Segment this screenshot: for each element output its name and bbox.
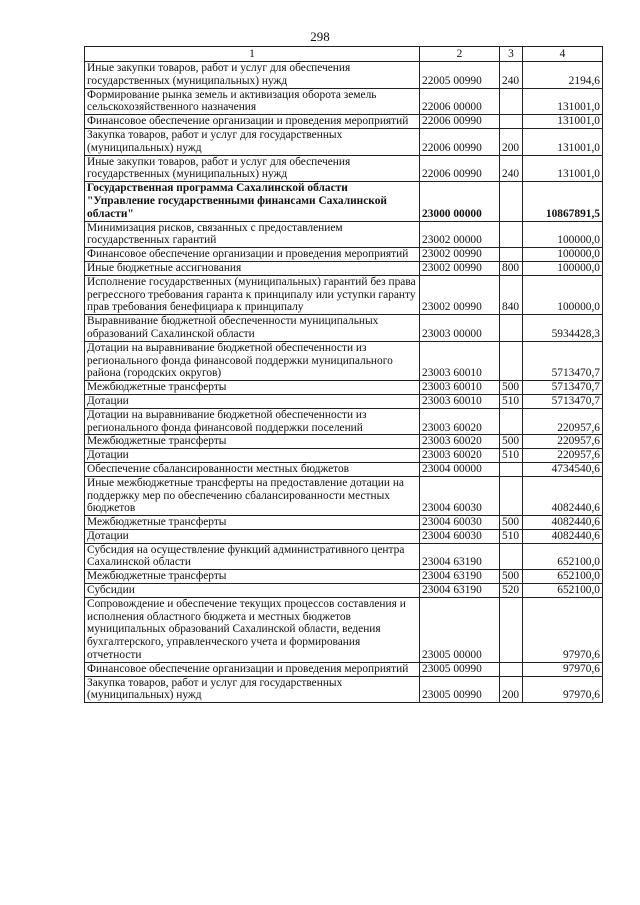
row-name-cell: Иные закупки товаров, работ и услуг для обеспечения государственных (муниципальных) нужд	[85, 62, 420, 89]
row-sum-cell: 100000,0	[523, 261, 603, 275]
row-code-cell: 22006 00990	[420, 128, 500, 155]
row-sum-cell: 131001,0	[523, 115, 603, 129]
row-type-cell	[500, 597, 523, 662]
column-header-code: 2	[420, 47, 500, 62]
row-type-cell: 510	[500, 394, 523, 408]
table-row	[85, 570, 603, 584]
row-code-cell: 23003 60010	[420, 381, 500, 395]
row-code-cell: 23003 60020	[420, 435, 500, 449]
row-sum-cell: 97970,6	[523, 662, 603, 676]
row-sum-cell: 97970,6	[523, 597, 603, 662]
row-code-cell: 23004 60030	[420, 529, 500, 543]
row-code-cell: 23003 60010	[420, 341, 500, 380]
row-name-cell: Межбюджетные трансферты	[85, 381, 420, 395]
row-type-cell: 500	[500, 435, 523, 449]
row-code-cell: 23000 00000	[420, 182, 500, 221]
row-sum-cell: 5713470,7	[523, 381, 603, 395]
table-row	[85, 221, 603, 248]
table-row	[85, 597, 603, 662]
row-name-cell: Иные закупки товаров, работ и услуг для обеспечения государственных (муниципальных) нужд	[85, 155, 420, 182]
table-row	[85, 476, 603, 515]
row-type-cell: 500	[500, 516, 523, 530]
table-row	[85, 182, 603, 221]
row-code-cell: 23004 00000	[420, 462, 500, 476]
row-type-cell	[500, 182, 523, 221]
row-type-cell: 200	[500, 128, 523, 155]
row-code-cell: 23002 00990	[420, 261, 500, 275]
row-sum-cell: 220957,6	[523, 408, 603, 435]
row-name-cell: Субсидия на осуществление функций административного центра Сахалинской области	[85, 543, 420, 570]
table-row	[85, 248, 603, 262]
row-sum-cell: 131001,0	[523, 128, 603, 155]
row-sum-cell: 131001,0	[523, 155, 603, 182]
table-row	[85, 435, 603, 449]
row-type-cell	[500, 476, 523, 515]
row-name-cell: Дотации	[85, 449, 420, 463]
row-code-cell: 23003 60010	[420, 394, 500, 408]
row-type-cell	[500, 662, 523, 676]
row-sum-cell: 4082440,6	[523, 516, 603, 530]
row-sum-cell: 652100,0	[523, 543, 603, 570]
row-name-cell: Обеспечение сбалансированности местных бюджетов	[85, 462, 420, 476]
row-code-cell: 22005 00990	[420, 62, 500, 89]
row-code-cell: 23004 63190	[420, 584, 500, 598]
table-row	[85, 261, 603, 275]
row-name-cell: Дотации на выравнивание бюджетной обеспеченности из регионального фонда финансовой поддержки муниципального района (городских округов)	[85, 341, 420, 380]
table-row	[85, 315, 603, 342]
row-sum-cell: 652100,0	[523, 570, 603, 584]
column-header-type: 3	[500, 47, 523, 62]
row-sum-cell: 100000,0	[523, 248, 603, 262]
row-type-cell	[500, 221, 523, 248]
row-name-cell: Межбюджетные трансферты	[85, 435, 420, 449]
row-type-cell: 500	[500, 570, 523, 584]
row-type-cell: 840	[500, 275, 523, 314]
row-type-cell	[500, 408, 523, 435]
table-row	[85, 115, 603, 129]
row-sum-cell: 220957,6	[523, 435, 603, 449]
table-row	[85, 394, 603, 408]
row-name-cell: Финансовое обеспечение организации и проведения мероприятий	[85, 115, 420, 129]
row-sum-cell: 100000,0	[523, 221, 603, 248]
row-code-cell: 22006 00990	[420, 155, 500, 182]
row-name-cell: Выравнивание бюджетной обеспеченности муниципальных образований Сахалинской области	[85, 315, 420, 342]
row-name-cell: Закупка товаров, работ и услуг для государственных (муниципальных) нужд	[85, 128, 420, 155]
budget-table	[84, 46, 603, 703]
row-sum-cell: 10867891,5	[523, 182, 603, 221]
row-code-cell: 23005 00990	[420, 662, 500, 676]
table-row	[85, 529, 603, 543]
row-name-cell: Финансовое обеспечение организации и проведения мероприятий	[85, 662, 420, 676]
row-type-cell	[500, 341, 523, 380]
table-row	[85, 341, 603, 380]
row-code-cell: 23003 00000	[420, 315, 500, 342]
row-type-cell	[500, 462, 523, 476]
table-row	[85, 516, 603, 530]
row-type-cell	[500, 543, 523, 570]
row-name-cell: Формирование рынка земель и активизация оборота земель сельскохозяйственного назначения	[85, 88, 420, 115]
row-type-cell: 510	[500, 449, 523, 463]
row-code-cell: 23002 00990	[420, 248, 500, 262]
table-row	[85, 88, 603, 115]
table-row	[85, 275, 603, 314]
row-name-cell: Иные межбюджетные трансферты на предоставление дотации на поддержку мер по обеспечению сбалансированности местных бюджетов	[85, 476, 420, 515]
row-code-cell: 22006 00000	[420, 88, 500, 115]
row-type-cell	[500, 88, 523, 115]
table-row	[85, 449, 603, 463]
row-name-cell: Сопровождение и обеспечение текущих процессов составления и исполнения областного бюджета и местных бюджетов муниципальных образований Сахалинской области, ведения бухгалтерского, управленческого учета и формирования отчетности	[85, 597, 420, 662]
table-row	[85, 381, 603, 395]
row-type-cell: 240	[500, 62, 523, 89]
row-code-cell: 23005 00000	[420, 597, 500, 662]
row-code-cell: 23003 60020	[420, 408, 500, 435]
column-header-name: 1	[85, 47, 420, 62]
table-row	[85, 155, 603, 182]
row-sum-cell: 652100,0	[523, 584, 603, 598]
table-row	[85, 676, 603, 703]
row-code-cell: 22006 00990	[420, 115, 500, 129]
row-code-cell: 23004 63190	[420, 543, 500, 570]
row-name-cell: Дотации на выравнивание бюджетной обеспеченности из регионального фонда финансовой поддержки поселений	[85, 408, 420, 435]
table-row	[85, 62, 603, 89]
row-sum-cell: 5713470,7	[523, 341, 603, 380]
row-name-cell: Субсидии	[85, 584, 420, 598]
table-row	[85, 408, 603, 435]
row-type-cell	[500, 248, 523, 262]
row-type-cell: 500	[500, 381, 523, 395]
row-type-cell: 240	[500, 155, 523, 182]
row-sum-cell: 131001,0	[523, 88, 603, 115]
row-type-cell: 520	[500, 584, 523, 598]
row-type-cell	[500, 115, 523, 129]
table-row	[85, 584, 603, 598]
row-sum-cell: 97970,6	[523, 676, 603, 703]
row-name-cell: Государственная программа Сахалинской области "Управление государственными финансами Сахалинской области"	[85, 182, 420, 221]
row-code-cell: 23002 00990	[420, 275, 500, 314]
row-code-cell: 23004 60030	[420, 476, 500, 515]
row-sum-cell: 4082440,6	[523, 476, 603, 515]
column-header-sum: 4	[523, 47, 603, 62]
row-name-cell: Межбюджетные трансферты	[85, 570, 420, 584]
row-type-cell: 800	[500, 261, 523, 275]
row-code-cell: 23004 60030	[420, 516, 500, 530]
row-name-cell: Закупка товаров, работ и услуг для государственных (муниципальных) нужд	[85, 676, 420, 703]
row-code-cell: 23005 00990	[420, 676, 500, 703]
row-name-cell: Межбюджетные трансферты	[85, 516, 420, 530]
row-name-cell: Финансовое обеспечение организации и проведения мероприятий	[85, 248, 420, 262]
row-name-cell: Минимизация рисков, связанных с предоставлением государственных гарантий	[85, 221, 420, 248]
row-type-cell: 200	[500, 676, 523, 703]
row-code-cell: 23004 63190	[420, 570, 500, 584]
table-row	[85, 128, 603, 155]
row-sum-cell: 2194,6	[523, 62, 603, 89]
table-header-row	[85, 47, 603, 62]
row-sum-cell: 4082440,6	[523, 529, 603, 543]
table-row	[85, 543, 603, 570]
row-sum-cell: 220957,6	[523, 449, 603, 463]
row-sum-cell: 5713470,7	[523, 394, 603, 408]
page-number: 298	[310, 29, 330, 44]
row-code-cell: 23002 00000	[420, 221, 500, 248]
row-sum-cell: 100000,0	[523, 275, 603, 314]
row-name-cell: Дотации	[85, 529, 420, 543]
row-type-cell: 510	[500, 529, 523, 543]
row-name-cell: Иные бюджетные ассигнования	[85, 261, 420, 275]
row-name-cell: Дотации	[85, 394, 420, 408]
row-name-cell: Исполнение государственных (муниципальных) гарантий без права регрессного требования гаранта к принципалу или уступки гаранту прав требования бенефициара к принципалу	[85, 275, 420, 314]
row-code-cell: 23003 60020	[420, 449, 500, 463]
table-row	[85, 662, 603, 676]
budget-table-body	[85, 47, 603, 703]
row-sum-cell: 4734540,6	[523, 462, 603, 476]
table-row	[85, 462, 603, 476]
row-type-cell	[500, 315, 523, 342]
row-sum-cell: 5934428,3	[523, 315, 603, 342]
